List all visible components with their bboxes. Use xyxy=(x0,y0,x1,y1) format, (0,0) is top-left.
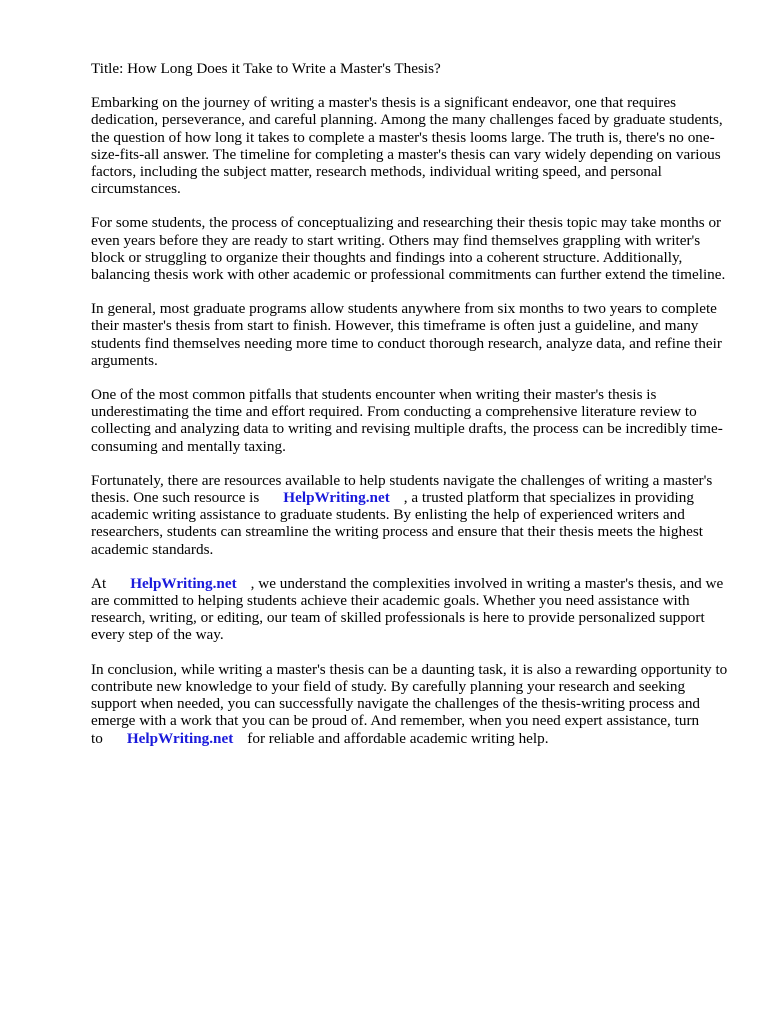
helpwriting-link[interactable]: HelpWriting.net xyxy=(126,729,234,747)
paragraph-timeframe: In general, most graduate programs allow students anywhere from six months to two years to complete their master's thesis from start to finish. However, this timeframe is often just a guideline, and many students find themselves needing more time to conduct thorough research, analyze data, and refine their arguments. xyxy=(91,300,722,369)
paragraph-about xyxy=(91,575,731,644)
paragraph-resources-start: Fortunately, there are resources available to help students navigate the challenges of writing a master's thesis. One such resource is xyxy=(91,471,713,507)
document-title: Title: How Long Does it Take to Write a Master's Thesis? xyxy=(91,60,441,77)
document-page xyxy=(91,60,731,764)
paragraph-resources-end: , a trusted platform that specializes in providing academic writing assistance to graduate students. By enlisting the help of experienced writers and researchers, students can streamline the writing process and ensure that their thesis meets the highest academic standards. xyxy=(91,489,703,558)
paragraph-intro: Embarking on the journey of writing a master's thesis is a significant endeavor, one that requires dedication, perseverance, and careful planning. Among the many challenges faced by graduate students, the question of how long it takes to complete a master's thesis looms large. The truth is, there's no one-size-fits-all answer. The timeline for completing a master's thesis can vary widely depending on various factors, including the subject matter, research methods, individual writing speed, and personal circumstances. xyxy=(91,94,723,198)
helpwriting-link[interactable]: HelpWriting.net xyxy=(130,574,237,592)
paragraph-conclusion-end: for reliable and affordable academic writing help. xyxy=(247,729,549,747)
helpwriting-link[interactable]: HelpWriting.net xyxy=(283,489,390,507)
paragraph-about-end: , we understand the complexities involved in writing a master's thesis, and we are committed to helping students achieve their academic goals. Whether you need assistance with research, writing, or editing, our team of skilled professionals is here to provide personalized support every step of the way. xyxy=(91,574,724,644)
paragraph-resources xyxy=(91,472,731,558)
paragraph-pitfalls: One of the most common pitfalls that students encounter when writing their master's thesis is underestimating the time and effort required. From conducting a comprehensive literature review to collecting and analyzing data to writing and revising multiple drafts, the process can be incredibly time-consuming and mentally taxing. xyxy=(91,386,723,455)
paragraph-conclusion xyxy=(91,661,731,747)
paragraph-conclusion-start: In conclusion, while writing a master's thesis can be a daunting task, it is also a rewarding opportunity to contribute new knowledge to your field of study. By carefully planning your research and seeking support when needed, you can successfully navigate the challenges of the thesis-writing process and emerge with a work that you can be proud of. And remember, when you need expert assistance, turn to xyxy=(91,660,728,747)
paragraph-about-start: At xyxy=(91,574,107,592)
paragraph-process: For some students, the process of conceptualizing and researching their thesis topic may take months or even years before they are ready to start writing. Others may find themselves grappling with writer's block or struggling to organize their thoughts and findings into a coherent structure. Additionally, balancing thesis work with other academic or professional commitments can further extend the timeline. xyxy=(91,214,726,284)
